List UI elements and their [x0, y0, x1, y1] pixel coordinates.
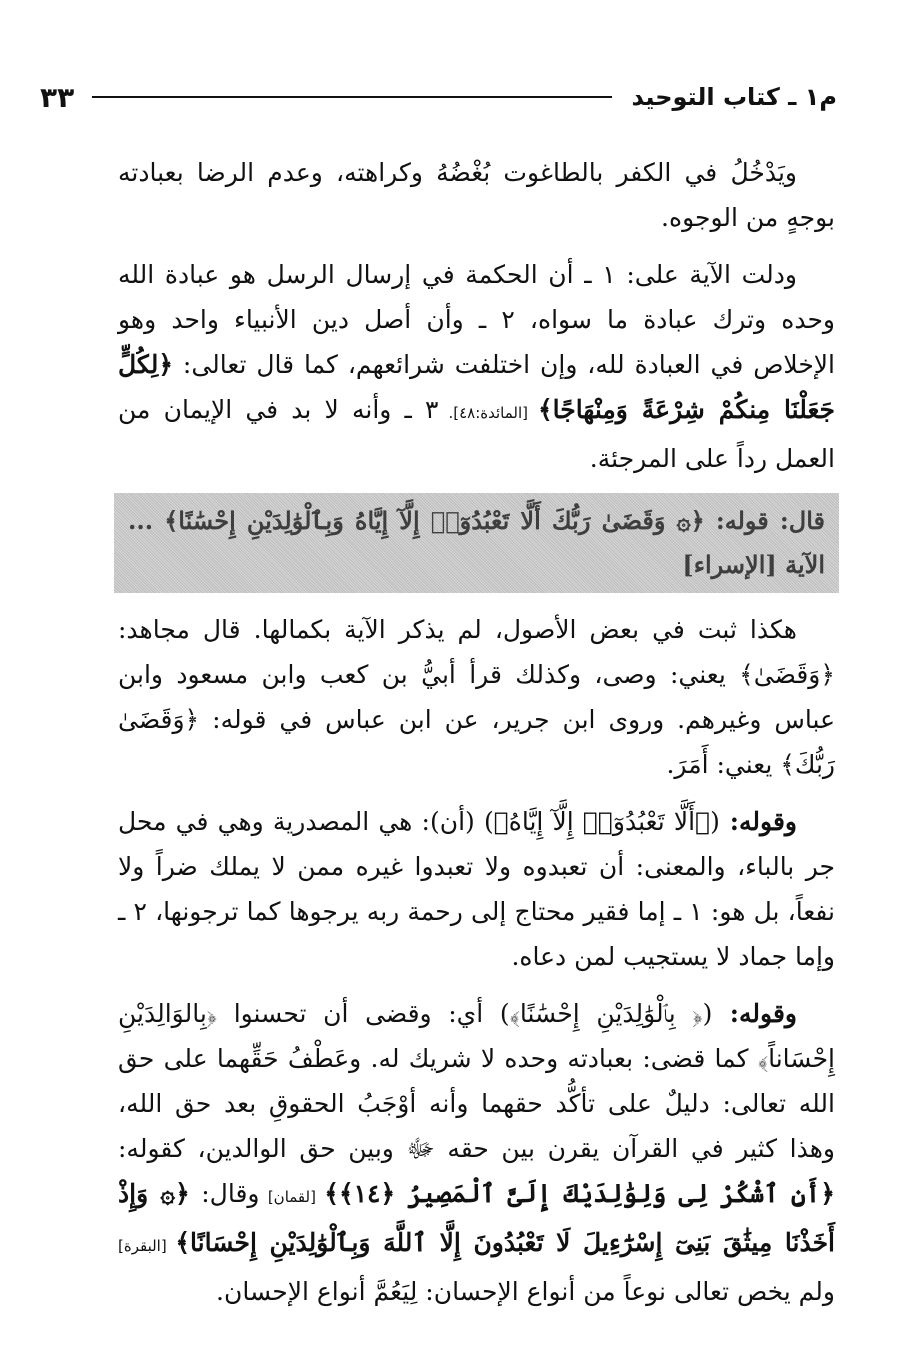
paragraph-text: ٣ ـ وأنه لا بد في الإيمان من العمل رداً على المرجئة.: [118, 395, 835, 473]
shaded-matn-box: [114, 493, 839, 593]
paragraph-text: ودلت الآية على: ١ ـ أن الحكمة في إرسال الرسل هو عبادة الله وحده وترك عبادة ما سواه، ٢ ـ وأن أصل دين الأنبياء واحد وهو الإخلاص في العبادة لله، وإن اختلفت شرائعهم، كما قال تعالى:: [118, 260, 835, 379]
surah-reference: [لقمان]: [259, 1188, 325, 1206]
surah-reference: [المائدة:٤٨].: [438, 404, 538, 422]
quran-verse: ﴿۞ وَإِذْ أَخَذْنَا مِيثَٰقَ بَنِىٓ إِسْرَٰٓءِيلَ لَا تَعْبُدُونَ إِلَّا ٱللَّهَ وَبِٱلْوَٰلِدَيْنِ إِحْسَانًا﴾: [118, 1179, 835, 1257]
paragraph-text: (﴿ بِٱلْوَٰلِدَيْنِ إِحْسَٰنًا﴾) أي: وقضى أن تحسنوا ﴿بِالوَالِدَيْنِ إِحْسَاناً﴾ كما قضى: بعبادته وحده لا شريك له. وعَطْفُ حَقِّهما على حق الله تعالى: دليلٌ على تأكُّد حقهما وأنه أوْجَبُ الحقوقِ بعد حق الله، وهذا كثير في القرآن يقرن بين حقه ﷻ وبين حق الوالدين، كقوله:: [118, 999, 835, 1163]
paragraph-text: ولم يخص تعالى نوعاً من أنواع الإحسان: لِيَعُمَّ أنواع الإحسان.: [216, 1277, 835, 1306]
paragraph-text: ويَدْخُلُ في الكفر بالطاغوت بُغْضُهُ وكراهته، وعدم الرضا بعبادته بوجهٍ من الوجوه.: [118, 158, 835, 232]
page-header: [40, 74, 837, 120]
commentary-lead: وقوله:: [712, 999, 797, 1028]
page-number: ٣٣: [40, 80, 75, 114]
surah-reference: [البقرة]: [118, 1237, 176, 1255]
paragraph-text: (﴿أَلَّا تَعْبُدُوٓا۟ إِلَّآ إِيَّاهُ﴾) (أن): هي المصدرية وهي في محل جر بالباء، والمعنى: أن تعبدوه ولا تعبدوا غيره ممن لا يملك ضراً ولا نفعاً، بل هو: ١ ـ إما فقير محتاج إلى رحمة ربه يرجوها كما ترجونها، ٢ ـ وإما جماد لا يستجيب لمن دعاه.: [118, 807, 835, 971]
paragraph-alla-tabudu: [118, 799, 835, 979]
paragraph-walidayn: [118, 991, 835, 1314]
paragraph-text: وقال:: [189, 1179, 260, 1208]
matn-text: قال: قوله: ﴿۞ وَقَضَىٰ رَبُّكَ أَلَّا تَعْبُدُوٓا۟ إِلَّآ إِيَّاهُ وَبِٱلْوَٰلِدَيْنِ إِحْسَٰنًا﴾ ... الآية [الإسراء]: [128, 506, 825, 579]
paragraph-text: هكذا ثبت في بعض الأصول، لم يذكر الآية بكمالها. قال مجاهد: ﴿وَقَضَىٰ﴾ يعني: وصى، وكذلك قرأ أبيُّ بن كعب وابن مسعود وابن عباس وغيرهم. وروى ابن جرير، عن ابن عباس في قوله: ﴿وَقَضَىٰ رَبُّكَ﴾ يعني: أَمَرَ.: [118, 615, 835, 779]
header-rule: [92, 96, 611, 98]
paragraph-ayah-lessons: [118, 252, 835, 481]
paragraph-mujahid: [118, 607, 835, 787]
commentary-lead: وقوله:: [719, 807, 797, 836]
page-body: [118, 150, 835, 1326]
quran-verse: ﴿أَنِ ٱشْكُرْ لِى وَلِوَٰلِدَيْكَ إِلَىَّ ٱلْمَصِيرُ ﴿١٤﴾﴾: [324, 1179, 835, 1208]
quran-verse: ﴿لِكُلٍّ جَعَلْنَا مِنكُمْ شِرْعَةً وَمِنْهَاجًا﴾: [118, 350, 835, 424]
paragraph-kufr-taghut: [118, 150, 835, 240]
running-title: م١ ـ كتاب التوحيد: [631, 83, 837, 111]
